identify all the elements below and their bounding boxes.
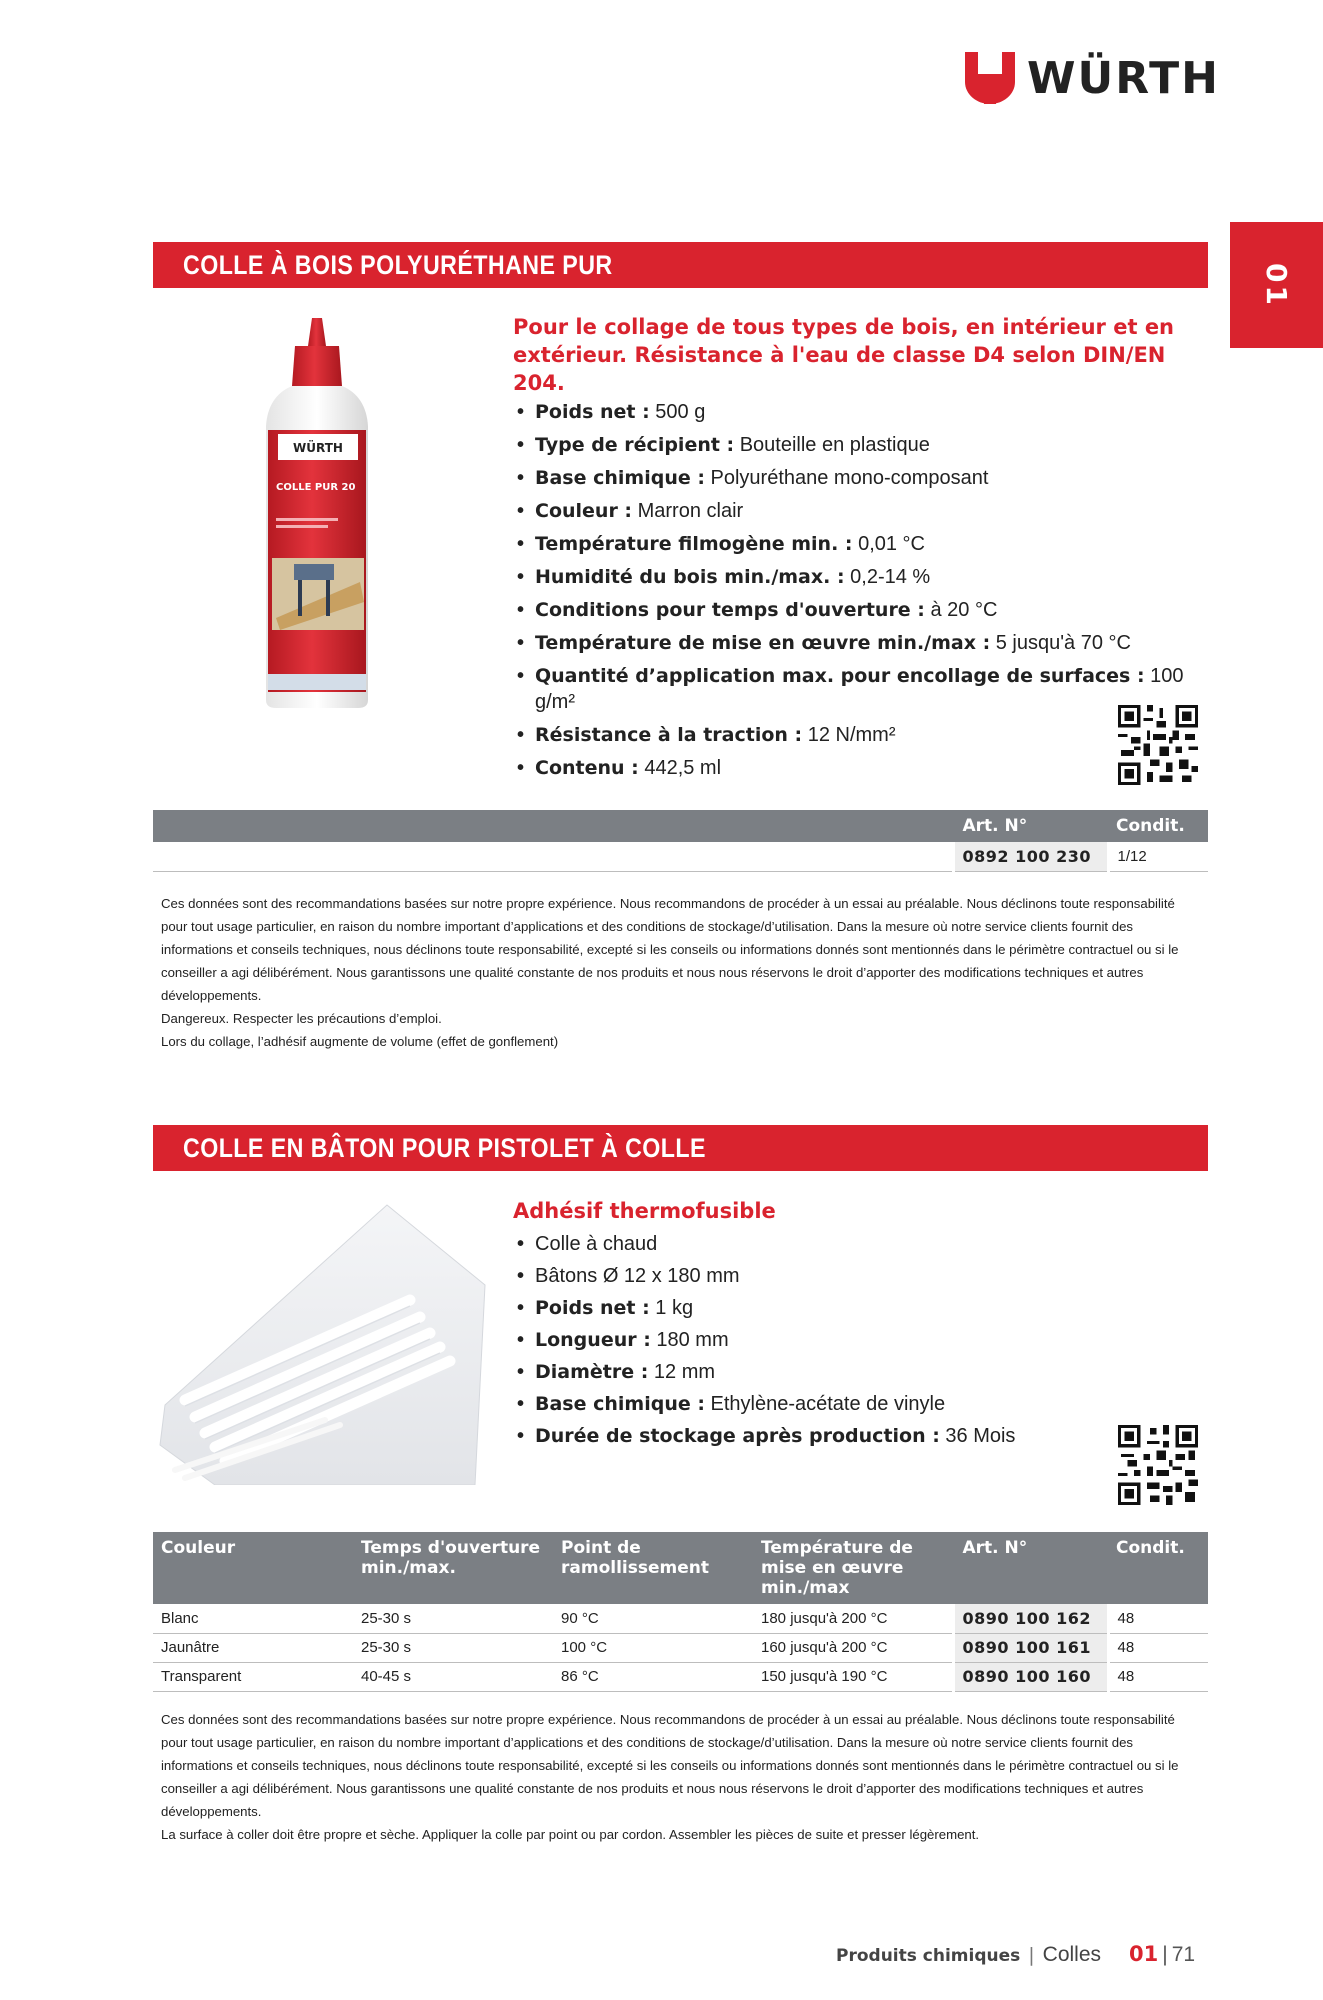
product2-disclaimer [161,1708,1201,1846]
cell-condit: 48 [1108,1604,1208,1633]
table-header-blank [153,810,953,842]
table-row[interactable] [153,842,1208,871]
wurth-logo-mark-icon [965,52,1015,104]
table-header-temps: Temps d'ouverture min./max. [353,1532,553,1604]
cell-temperature: 150 jusqu'à 190 °C [753,1662,953,1691]
article-number[interactable]: 0890 100 160 [953,1662,1108,1691]
product1-title: COLLE À BOIS POLYURÉTHANE PUR [183,249,613,280]
article-number[interactable]: 0892 100 230 [953,842,1108,871]
footer-subcategory: Colles [1042,1943,1102,1966]
product1-description [513,313,1213,788]
product2-article-table [153,1532,1208,1692]
spec-item: • Poids net : 1 kg [513,1295,1213,1321]
table-row[interactable] [153,1604,1208,1633]
spec-item: • Diamètre : 12 mm [513,1359,1213,1385]
spec-item: • Longueur : 180 mm [513,1327,1213,1353]
footer-category: Produits chimiques [836,1946,1021,1966]
footer-page-number: 71 [1171,1943,1196,1966]
spec-item: • Température de mise en œuvre min./max : 5 jusqu'à 70 °C [513,630,1213,656]
cell-temperature: 180 jusqu'à 200 °C [753,1604,953,1633]
spec-item: • Résistance à la traction : 12 N/mm² [513,722,1213,748]
cell-point: 90 °C [553,1604,753,1633]
table-cell-blank [153,842,953,871]
spec-item: • Couleur : Marron clair [513,498,1213,524]
product2-title-bar [153,1125,1208,1171]
cell-temps: 40-45 s [353,1662,553,1691]
packaging-unit: 1/12 [1108,842,1208,871]
cell-condit: 48 [1108,1662,1208,1691]
spec-item: • Colle à chaud [513,1231,1213,1257]
hazard-note: Dangereux. Respecter les précautions d’emploi. [161,1011,442,1026]
product1-qr-code-icon[interactable] [1118,705,1198,785]
product1-disclaimer [161,892,1201,1053]
spec-item: • Température filmogène min. : 0,01 °C [513,531,1213,557]
spec-item: • Quantité d’application max. pour encollage de surfaces : 100 g/m² [513,663,1213,715]
disclaimer-text: Ces données sont des recommandations basées sur notre propre expérience. Nous recommandons de procéder à un essai au préalable. Nous déclinons toute responsabilité pour tout usage particulier, en raison du nombre important d’applications et des conditions de stockage/d’utilisation. Dans la mesure où notre service clients fournit des informations et conseils techniques, nous déclinons toute responsabilité, excepté si les conseils ou informations donnés sont mentionnés dans le périmètre contractuel ou si le conseiller a agi délibérément. Nous garantissons une qualité constante de nos produits et nous nous réservons le droit d’apporter des modifications techniques et autres développements. [161,896,1179,1003]
footer-chapter: 01 [1129,1942,1159,1966]
cell-condit: 48 [1108,1633,1208,1662]
product2-spec-list [513,1231,1213,1449]
bottle-product-name: COLLE PUR 20 [276,482,356,493]
product1-article-table [153,810,1208,872]
product1-spec-list [513,399,1213,781]
spec-item: • Base chimique : Ethylène-acétate de vinyle [513,1391,1213,1417]
table-header-row [153,1532,1208,1604]
product2-headline: Adhésif thermofusible [513,1199,776,1223]
spec-item: • Base chimique : Polyuréthane mono-composant [513,465,1213,491]
disclaimer-text: Ces données sont des recommandations basées sur notre propre expérience. Nous recommandons de procéder à un essai au préalable. Nous déclinons toute responsabilité pour tout usage particulier, en raison du nombre important d’applications et des conditions de stockage/d’utilisation. Dans la mesure où notre service clients fournit des informations et conseils techniques, nous déclinons toute responsabilité, excepté si les conseils ou informations donnés sont mentionnés dans le périmètre contractuel ou si le conseiller a agi délibérément. Nous garantissons une qualité constante de nos produits et nous nous réservons le droit d’apporter des modifications techniques et autres développements. [161,1712,1179,1819]
chapter-tab[interactable] [1230,222,1323,348]
glue-bottle-image [262,318,372,708]
cell-couleur: Jaunâtre [153,1633,353,1662]
glue-sticks-image [155,1195,490,1485]
cell-point: 100 °C [553,1633,753,1662]
spec-item: • Conditions pour temps d'ouverture : à 20 °C [513,597,1213,623]
swelling-note: Lors du collage, l’adhésif augmente de volume (effet de gonflement) [161,1034,559,1049]
table-header-couleur: Couleur [153,1532,353,1604]
spec-item: • Bâtons Ø 12 x 180 mm [513,1263,1213,1289]
table-row[interactable] [153,1662,1208,1691]
table-header-art-no: Art. N° [953,1532,1108,1604]
footer-page-separator: | [1162,1943,1168,1966]
bottle-brand: WÜRTH [293,441,343,455]
table-header-row [153,810,1208,842]
cell-temps: 25-30 s [353,1604,553,1633]
product2-qr-code-icon[interactable] [1118,1425,1198,1505]
page-footer [836,1942,1195,1967]
table-header-art-no: Art. N° [953,810,1108,842]
usage-note: La surface à coller doit être propre et sèche. Appliquer la colle par point ou par cordon. Assembler les pièces de suite et presser légèrement. [161,1827,980,1842]
product1-headline: Pour le collage de tous types de bois, en intérieur et en extérieur. Résistance à l'eau de classe D4 selon DIN/EN 204. [513,315,1175,395]
brand-name: WÜRTH [1027,52,1221,104]
cell-temperature: 160 jusqu'à 200 °C [753,1633,953,1662]
cell-couleur: Blanc [153,1604,353,1633]
spec-item: • Poids net : 500 g [513,399,1213,425]
product2-description [513,1197,1213,1455]
table-header-condit: Condit. [1108,810,1208,842]
spec-item: • Contenu : 442,5 ml [513,755,1213,781]
cell-point: 86 °C [553,1662,753,1691]
table-header-condit: Condit. [1108,1532,1208,1604]
footer-separator: | [1028,1944,1035,1966]
spec-item: • Type de récipient : Bouteille en plastique [513,432,1213,458]
article-number[interactable]: 0890 100 161 [953,1633,1108,1662]
table-header-point: Point de ramollissement [553,1532,753,1604]
cell-couleur: Transparent [153,1662,353,1691]
product1-title-bar [153,242,1208,288]
spec-item: • Humidité du bois min./max. : 0,2-14 % [513,564,1213,590]
table-row[interactable] [153,1633,1208,1662]
cell-temps: 25-30 s [353,1633,553,1662]
spec-item: • Durée de stockage après production : 36 Mois [513,1423,1213,1449]
product2-title: COLLE EN BÂTON POUR PISTOLET À COLLE [183,1132,706,1163]
chapter-tab-label: 01 [1260,262,1293,308]
article-number[interactable]: 0890 100 162 [953,1604,1108,1633]
table-header-temperature: Température de mise en œuvre min./max [753,1532,953,1604]
wurth-logo [965,52,1220,104]
